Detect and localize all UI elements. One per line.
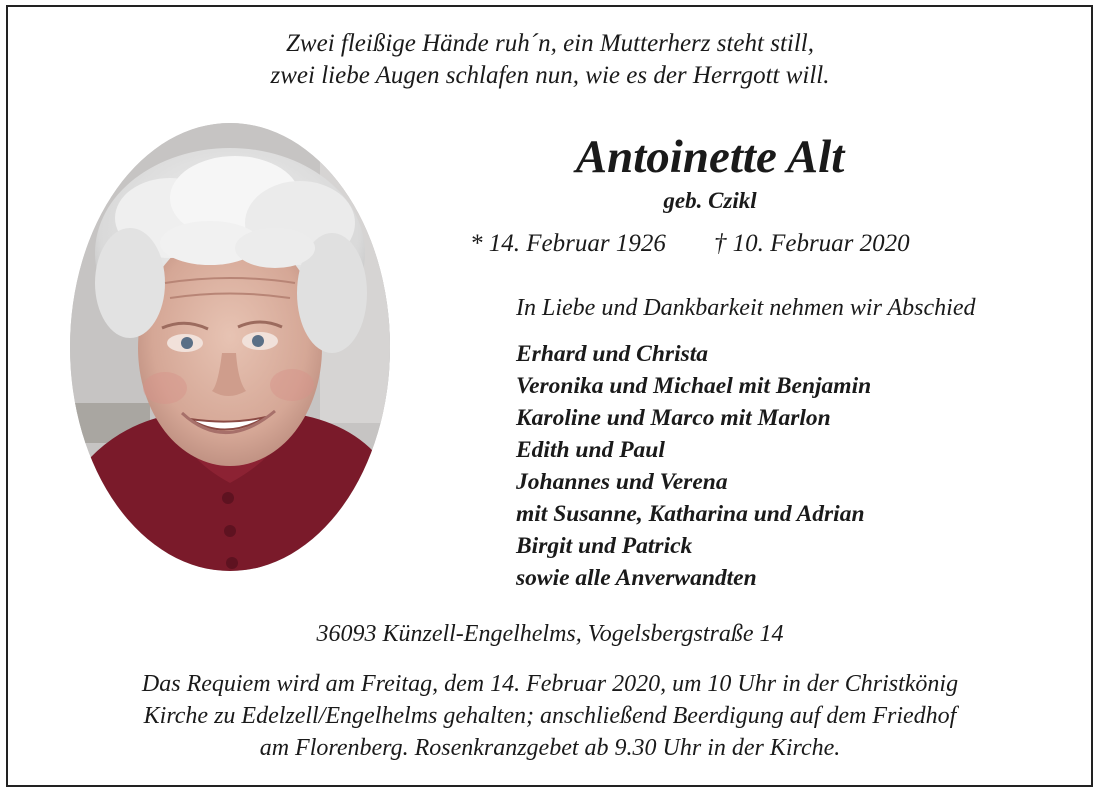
birth-date: * 14. Februar 1926 [470, 230, 666, 257]
life-dates [470, 228, 910, 260]
mourner-entry: Birgit und Patrick [516, 533, 693, 559]
mourner-entry: Veronika und Michael mit Benjamin [516, 373, 872, 399]
mourners-list [516, 338, 871, 594]
deceased-name: Antoinette Alt [575, 131, 845, 183]
maiden-name: geb. Czikl [663, 188, 757, 213]
mourner-entry: Erhard und Christa [516, 341, 709, 367]
portrait-photo [70, 123, 390, 571]
mourner-entry: Edith und Paul [516, 437, 665, 463]
address: 36093 Künzell-Engelhelms, Vogelsbergstraße 14 [316, 621, 784, 647]
farewell-text: In Liebe und Dankbarkeit nehmen wir Abschied [516, 295, 976, 321]
requiem-line-3: am Florenberg. Rosenkranzgebet ab 9.30 Uhr in der Kirche. [259, 735, 841, 761]
death-date: † 10. Februar 2020 [713, 230, 910, 257]
requiem-line-2: Kirche zu Edelzell/Engelhelms gehalten; anschließend Beerdigung auf dem Friedhof [143, 703, 957, 729]
verse-line-1: Zwei fleißige Hände ruh´n, ein Mutterherz steht still, [286, 30, 814, 57]
requiem-info [0, 668, 1100, 764]
mourner-entry: Johannes und Verena [516, 469, 728, 495]
mourner-entry: sowie alle Anverwandten [516, 565, 757, 591]
verse-line-2: zwei liebe Augen schlafen nun, wie es der Herrgott will. [270, 62, 830, 89]
requiem-line-1: Das Requiem wird am Freitag, dem 14. Februar 2020, um 10 Uhr in der Christkönig [141, 671, 959, 697]
mourner-entry: Karoline und Marco mit Marlon [516, 405, 831, 431]
portrait-illustration [70, 123, 390, 571]
mourner-entry: mit Susanne, Katharina und Adrian [516, 501, 865, 527]
memorial-verse [0, 28, 1100, 92]
